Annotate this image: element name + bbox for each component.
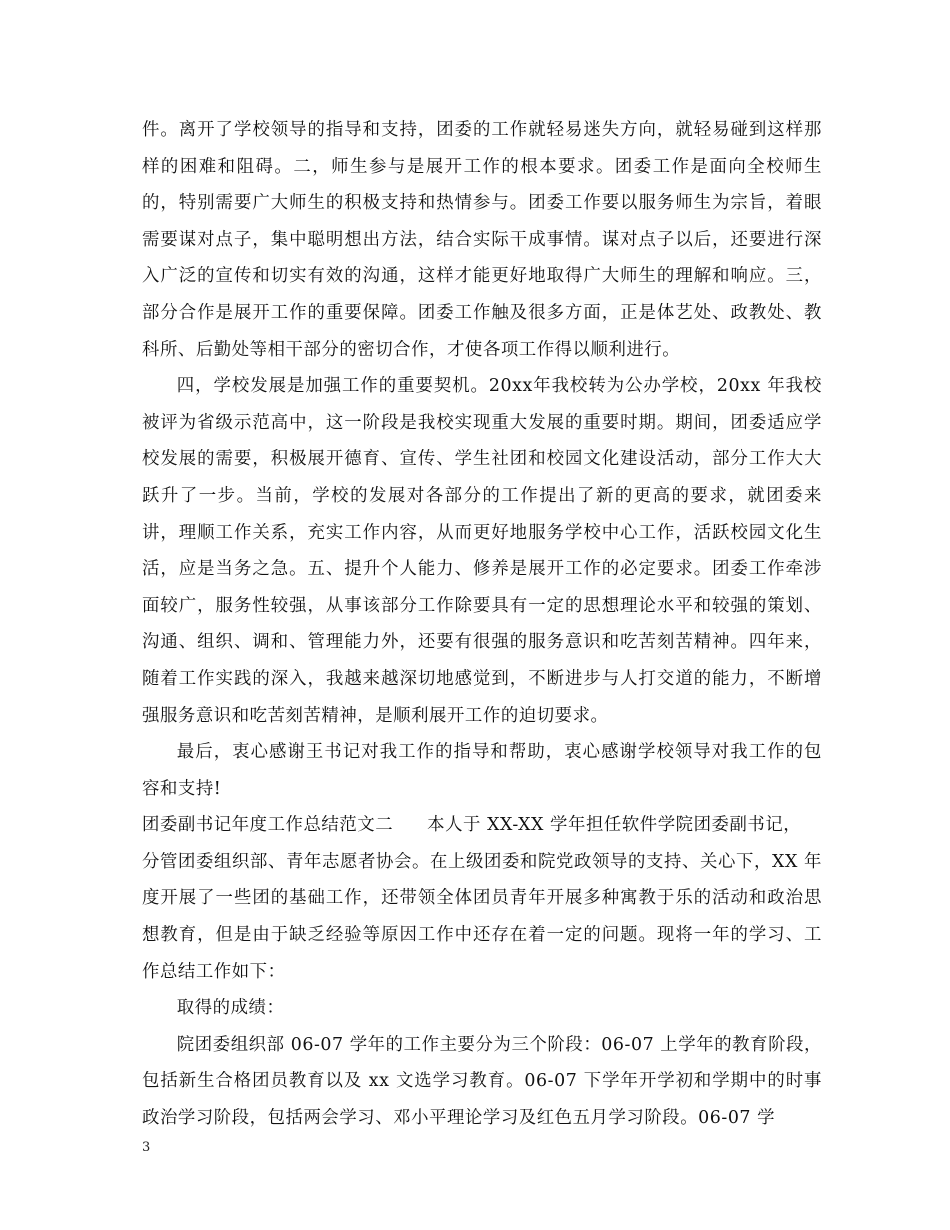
- page-number: 3: [142, 1140, 151, 1155]
- paragraph-stages: 院团委组织部 06-07 学年的工作主要分为三个阶段：06-07 上学年的教育阶段，包括新生合格团员教育以及 xx 文选学习教育。06-07 下学年开学初和学期中的时事政治学习阶段，包括两会学习、邓小平理论学习及红色五月学习阶段。06-07 学: [142, 1034, 822, 1129]
- paragraph-thanks: 最后，衷心感谢王书记对我工作的指导和帮助，衷心感谢学校领导对我工作的包容和支持!: [142, 742, 822, 799]
- section-title: 团委副书记年度工作总结范文二: [142, 815, 394, 836]
- section-heading-line: [142, 807, 822, 844]
- document-body: [142, 112, 822, 1137]
- section-lead: 本人于 XX-XX 学年担任软件学院团委副书记，: [427, 815, 802, 836]
- subheading-achievements: 取得的成绩：: [176, 998, 285, 1019]
- section-continuation: 分管团委组织部、青年志愿者协会。在上级团委和院党政领导的支持、关心下，XX 年度开展了一些团的基础工作，还带领全体团员青年开展多种寓教于乐的活动和政治思想教育，但是由于缺乏经验等原因工作中还存在着一定的问题。现将一年的学习、工作总结工作如下：: [142, 851, 822, 982]
- paragraph-four-five: 四，学校发展是加强工作的重要契机。20xx年我校转为公办学校，20xx 年我校被评为省级示范高中，这一阶段是我校实现重大发展的重要时期。期间，团委适应学校发展的需要，积极展开德育、宣传、学生社团和校园文化建设活动，部分工作大大跃升了一步。当前，学校的发展对各部分的工作提出了新的更高的要求，就团委来讲，理顺工作关系，充实工作内容，从而更好地服务学校中心工作，活跃校园文化生活，应是当务之急。五、提升个人能力、修养是展开工作的必定要求。团委工作牵涉面较广，服务性较强，从事该部分工作除要具有一定的思想理论水平和较强的策划、沟通、组织、调和、管理能力外，还要有很强的服务意识和吃苦刻苦精神。四年来，随着工作实践的深入，我越来越深切地感觉到，不断进步与人打交道的能力，不断增强服务意识和吃苦刻苦精神，是顺利展开工作的迫切要求。: [142, 376, 822, 726]
- paragraph-continuation: 件。离开了学校领导的指导和支持，团委的工作就轻易迷失方向，就轻易碰到这样那样的困难和阻碍。二，师生参与是展开工作的根本要求。团委工作是面向全校师生的，特别需要广大师生的积极支持和热情参与。团委工作要以服务师生为宗旨，着眼需要谋对点子，集中聪明想出方法，结合实际干成事情。谋对点子以后，还要进行深入广泛的宣传和切实有效的沟通，这样才能更好地取得广大师生的理解和响应。三，部分合作是展开工作的重要保障。团委工作触及很多方面，正是体艺处、政教处、教科所、后勤处等相干部分的密切合作，才使各项工作得以顺利进行。: [142, 120, 822, 360]
